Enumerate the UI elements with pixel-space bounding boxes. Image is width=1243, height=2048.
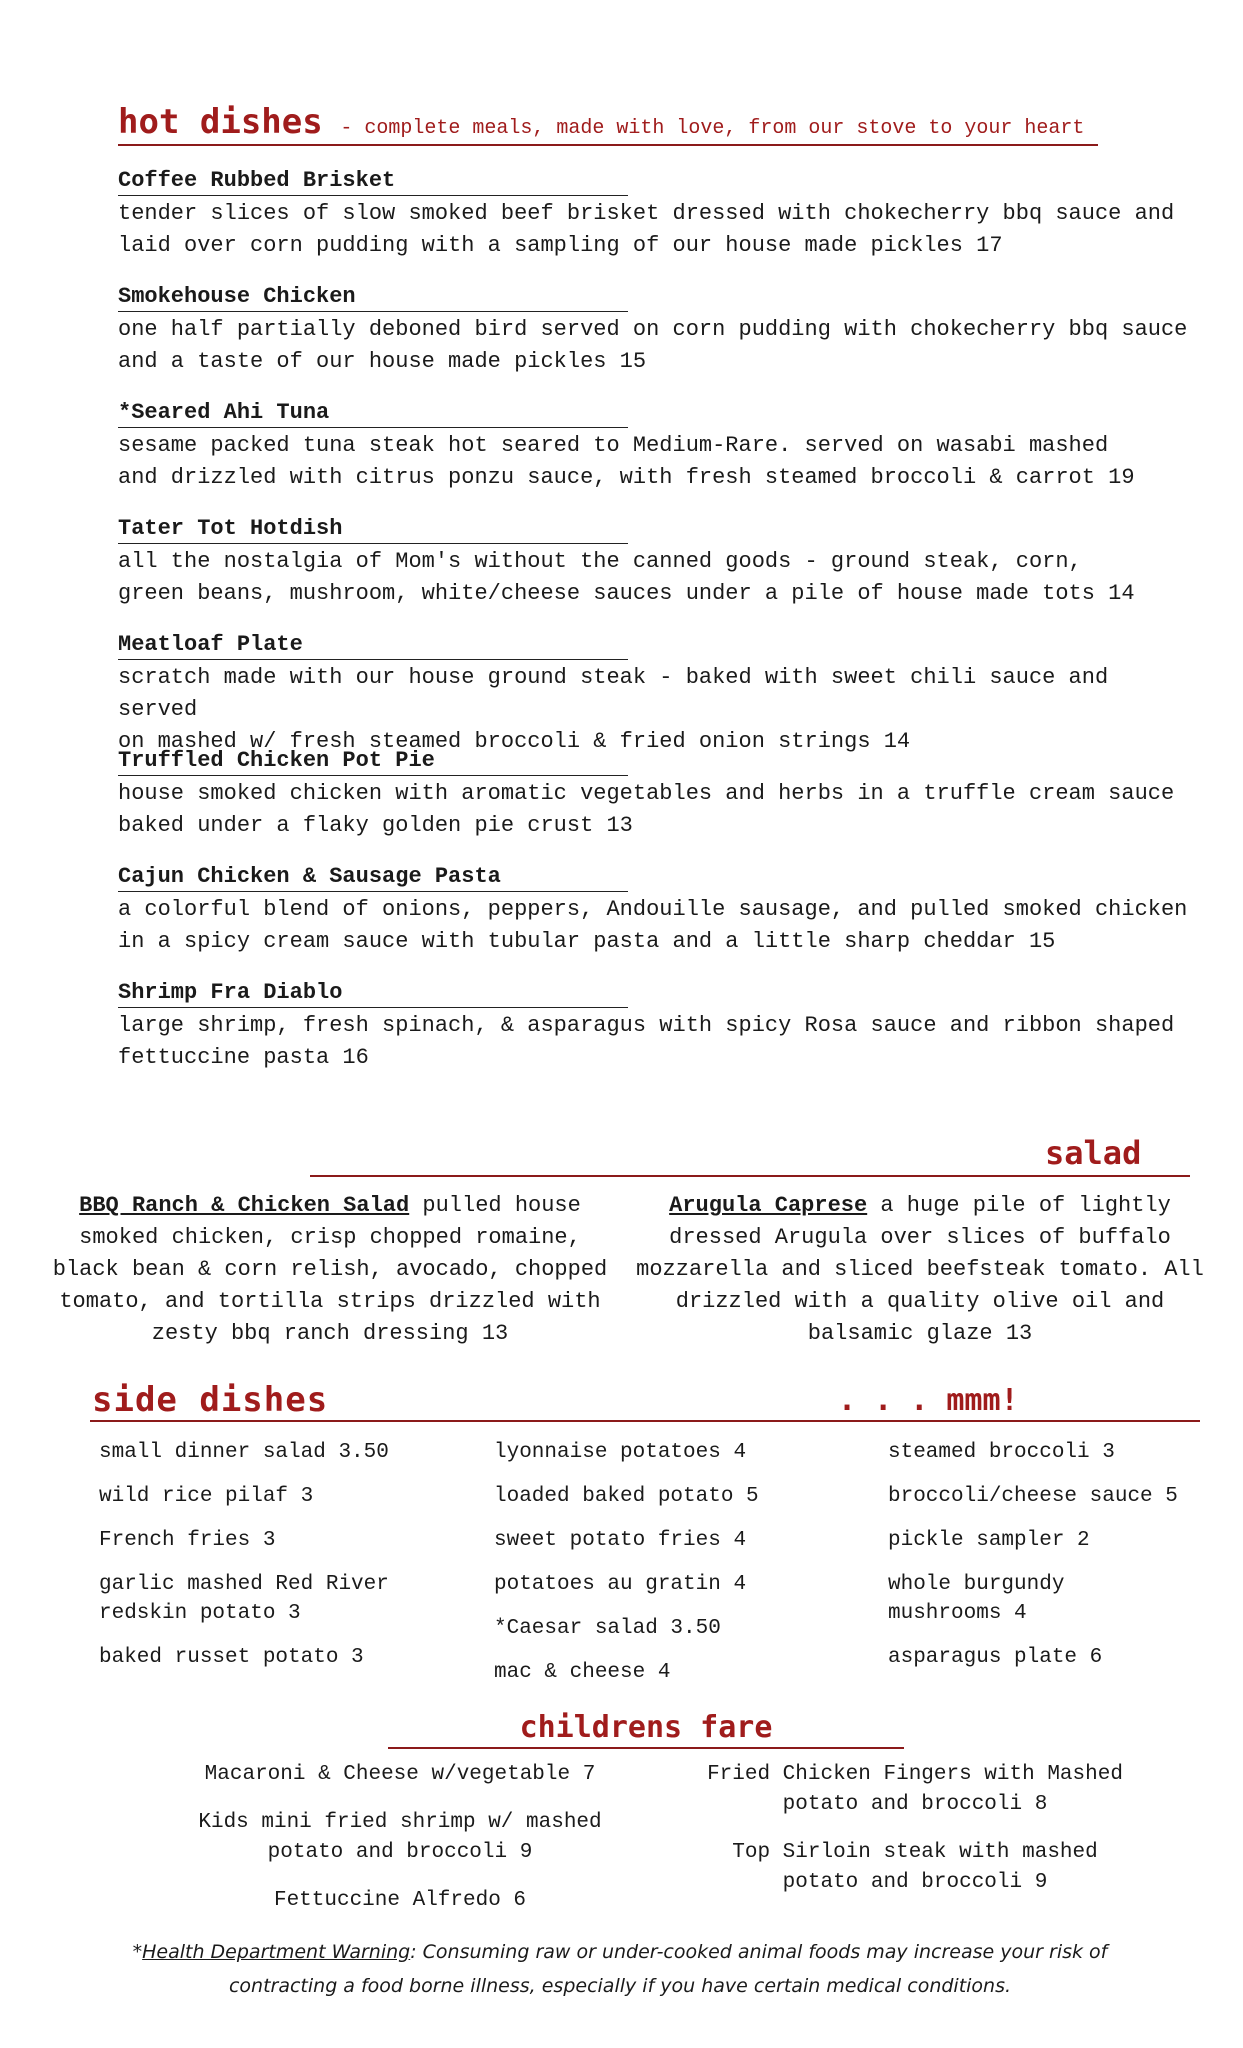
dish-description: scratch made with our house ground steak - baked with sweet chili sauce and served on mashed w/ fresh steamed broccoli & fried onion strings 14 bbox=[118, 665, 1109, 754]
side-item: baked russet potato 3 bbox=[99, 1646, 364, 1669]
childrens-item: Macaroni & Cheese w/vegetable 7 bbox=[204, 1763, 596, 1786]
side-item: potatoes au gratin 4 bbox=[494, 1573, 747, 1596]
salad-item bbox=[630, 1190, 1210, 1350]
side-item: mac & cheese 4 bbox=[494, 1661, 671, 1684]
childrens-item: Kids mini fried shrimp w/ mashed potato and broccoli 9 bbox=[198, 1811, 602, 1864]
side-item: whole burgundy mushrooms 4 bbox=[888, 1573, 1065, 1625]
side-item: sweet potato fries 4 bbox=[494, 1529, 747, 1552]
dish-item bbox=[118, 979, 1198, 1074]
dish-name: Coffee Rubbed Brisket bbox=[118, 167, 628, 196]
side-column bbox=[494, 1438, 824, 1702]
hot-dishes-title: hot dishes bbox=[118, 102, 323, 142]
childrens-divider bbox=[388, 1747, 904, 1749]
dish-name: *Seared Ahi Tuna bbox=[118, 399, 628, 428]
dish-description: a colorful blend of onions, peppers, Andouille sausage, and pulled smoked chicken in a spicy cream sauce with tubular pasta and a little sharp cheddar 15 bbox=[118, 897, 1188, 954]
side-item: wild rice pilaf 3 bbox=[99, 1485, 314, 1508]
childrens-column-left bbox=[180, 1760, 620, 1934]
salad-title: salad bbox=[1045, 1134, 1142, 1172]
side-item: loaded baked potato 5 bbox=[494, 1485, 759, 1508]
dish-name: Tater Tot Hotdish bbox=[118, 515, 628, 544]
childrens-column-right bbox=[695, 1760, 1135, 1916]
salad-item bbox=[40, 1190, 620, 1350]
dish-item bbox=[118, 863, 1198, 958]
side-item: garlic mashed Red River redskin potato 3 bbox=[99, 1573, 389, 1625]
side-item: steamed broccoli 3 bbox=[888, 1441, 1115, 1464]
side-dishes-divider bbox=[90, 1420, 1200, 1422]
health-warning bbox=[110, 1935, 1130, 2003]
side-item: small dinner salad 3.50 bbox=[99, 1441, 389, 1464]
hot-dishes-header bbox=[118, 102, 1098, 146]
childrens-item: Top Sirloin steak with mashed potato and broccoli 9 bbox=[732, 1841, 1098, 1894]
dish-description: all the nostalgia of Mom's without the canned goods - ground steak, corn, green beans, mushroom, white/cheese sauces under a pile of house made tots 14 bbox=[118, 549, 1135, 606]
dish-item bbox=[118, 515, 1198, 610]
side-item: lyonnaise potatoes 4 bbox=[494, 1441, 747, 1464]
side-item: *Caesar salad 3.50 bbox=[494, 1617, 721, 1640]
dish-description: one half partially deboned bird served on corn pudding with chokecherry bbq sauce and a taste of our house made pickles 15 bbox=[118, 317, 1188, 374]
childrens-item: Fettuccine Alfredo 6 bbox=[273, 1889, 527, 1912]
side-dishes-title: side dishes bbox=[92, 1380, 329, 1420]
side-item: broccoli/cheese sauce 5 bbox=[888, 1485, 1178, 1508]
dish-item bbox=[118, 283, 1198, 378]
warning-text: : Consuming raw or under-cooked animal foods may increase your risk of contracting a food borne illness, especially if you have certain medical conditions. bbox=[228, 1941, 1108, 1997]
dish-name: Cajun Chicken & Sausage Pasta bbox=[118, 863, 628, 892]
childrens-title: childrens fare bbox=[519, 1710, 773, 1745]
side-item: pickle sampler 2 bbox=[888, 1529, 1090, 1552]
dish-description: tender slices of slow smoked beef brisket dressed with chokecherry bbq sauce and laid over corn pudding with a sampling of our house made pickles 17 bbox=[118, 201, 1175, 258]
dish-item bbox=[118, 631, 1198, 758]
dish-name: Meatloaf Plate bbox=[118, 631, 628, 660]
side-item: asparagus plate 6 bbox=[888, 1646, 1103, 1669]
dish-description: large shrimp, fresh spinach, & asparagus with spicy Rosa sauce and ribbon shaped fettuccine pasta 16 bbox=[118, 1013, 1175, 1070]
warning-label: Health Department Warning bbox=[142, 1941, 411, 1963]
warning-asterisk: * bbox=[132, 1941, 143, 1963]
dish-item bbox=[118, 747, 1198, 842]
dish-name: Smokehouse Chicken bbox=[118, 283, 628, 312]
dish-item bbox=[118, 399, 1198, 494]
side-dishes-tagline: . . . mmm! bbox=[838, 1383, 1019, 1418]
dish-description: house smoked chicken with aromatic vegetables and herbs in a truffle cream sauce baked under a flaky golden pie crust 13 bbox=[118, 781, 1175, 838]
salad-description: pulled house smoked chicken, crisp chopped romaine, black bean & corn relish, avocado, chopped tomato, and tortilla strips drizzled with zesty bbq ranch dressing 13 bbox=[52, 1193, 608, 1346]
salad-name: BBQ Ranch & Chicken Salad bbox=[79, 1193, 410, 1218]
salad-divider bbox=[310, 1175, 1190, 1177]
dish-description: sesame packed tuna steak hot seared to Medium-Rare. served on wasabi mashed and drizzled with citrus ponzu sauce, with fresh steamed broccoli & carrot 19 bbox=[118, 433, 1135, 490]
side-item: French fries 3 bbox=[99, 1529, 276, 1552]
side-column bbox=[888, 1438, 1218, 1687]
salad-description: a huge pile of lightly dressed Arugula over slices of buffalo mozzarella and sliced beefsteak tomato. All drizzled with a quality olive oil and balsamic glaze 13 bbox=[636, 1193, 1204, 1346]
salad-name: Arugula Caprese bbox=[669, 1193, 868, 1218]
dish-name: Truffled Chicken Pot Pie bbox=[118, 747, 628, 776]
dish-name: Shrimp Fra Diablo bbox=[118, 979, 628, 1008]
side-column bbox=[99, 1438, 429, 1687]
childrens-item: Fried Chicken Fingers with Mashed potato and broccoli 8 bbox=[707, 1763, 1123, 1816]
hot-dishes-subtitle: - complete meals, made with love, from our stove to your heart bbox=[340, 117, 1085, 140]
dish-item bbox=[118, 167, 1198, 262]
